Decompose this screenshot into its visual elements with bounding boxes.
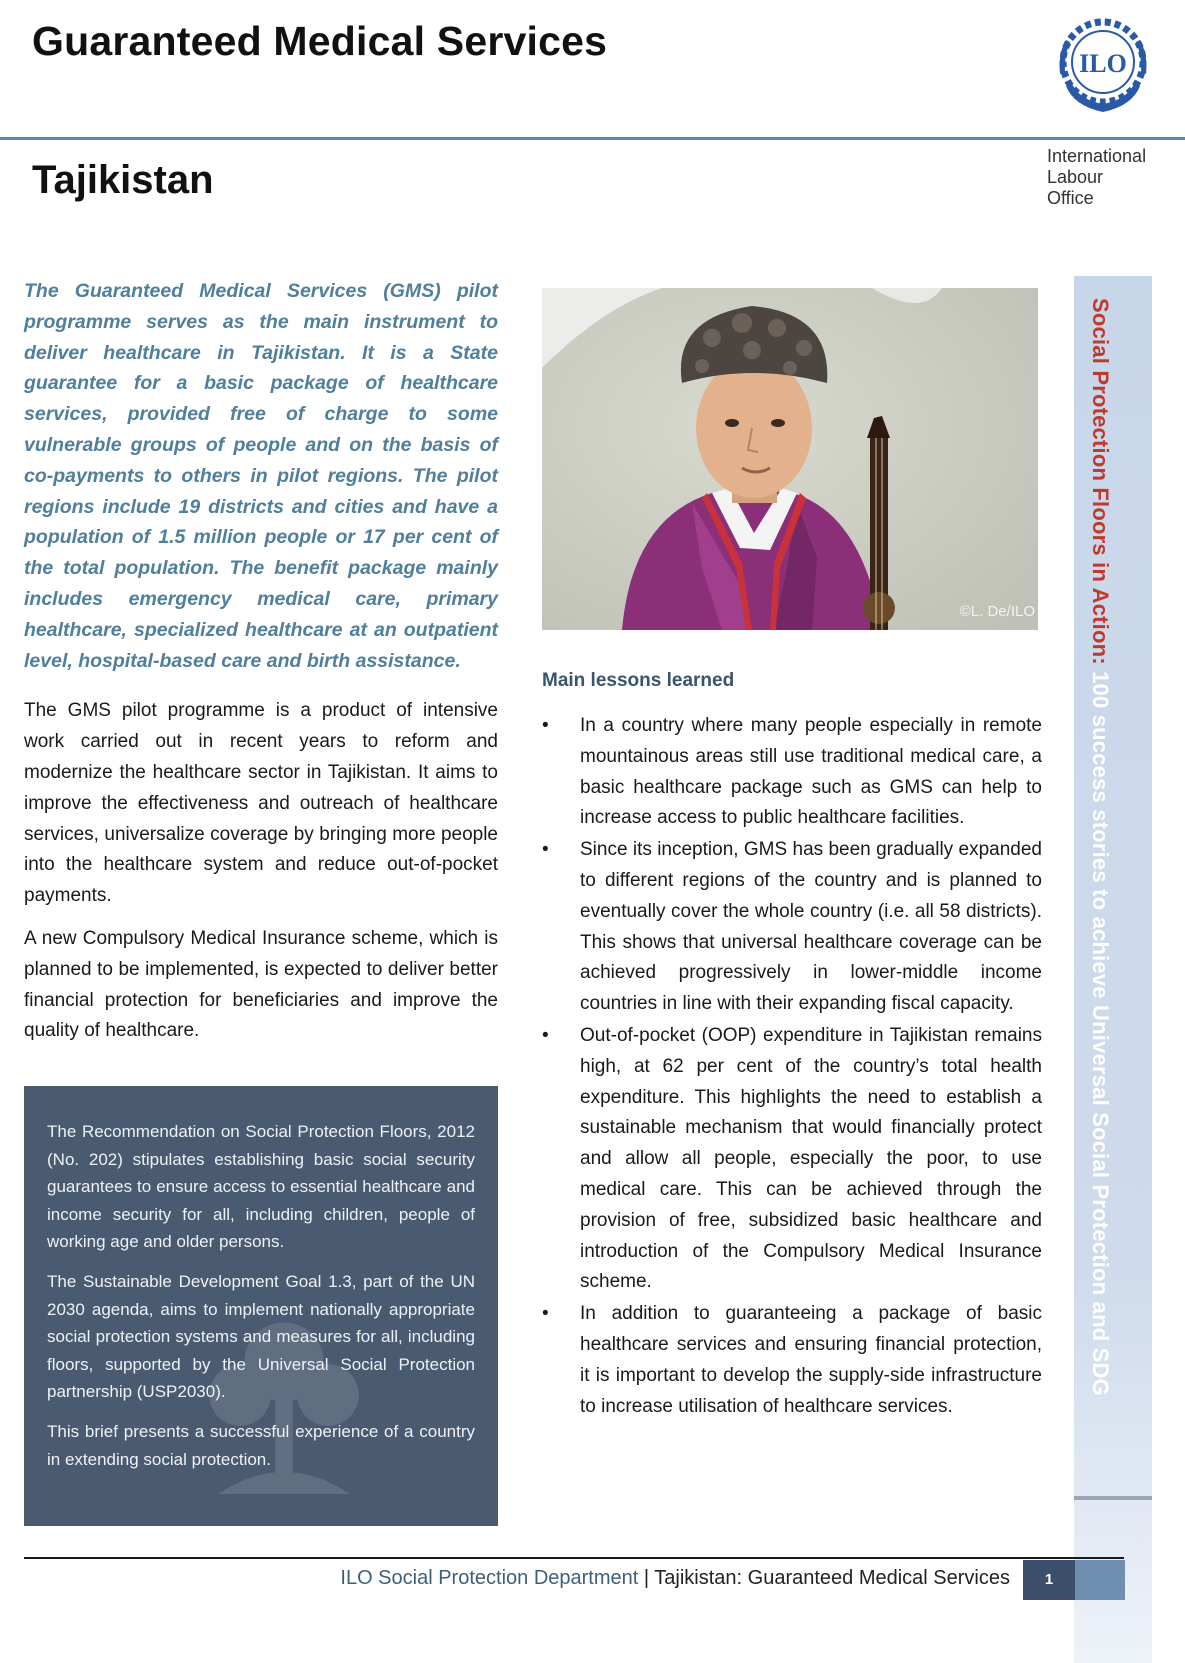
footer-separator: | [638,1567,655,1589]
info-paragraph: This brief presents a successful experience of a country in extending social protection. [47,1421,475,1469]
portrait-photo [542,288,1038,630]
lesson-text: In a country where many people especially in remote mountainous areas still use traditional medical care, a basic healthcare package such as GMS can help to increase access to public healthcare facilities. [580,715,1042,829]
recommendation-box [24,1086,498,1526]
page-tab [1075,1560,1125,1600]
series-title-accent: Social Protection Floors in Action: [1088,298,1113,665]
lesson-text: In addition to guaranteeing a package of basic healthcare services and ensuring financial protection, it is important to develop the supply-side infrastructure to increase utilisation of healthcare services. [580,1303,1042,1417]
info-paragraph: The Sustainable Development Goal 1.3, part of the UN 2030 agenda, aims to implement nationally appropriate social protection systems and measures for all, including floors, supported by the Universal Social Protection partnership (USP2030). [47,1271,475,1402]
footer-department: ILO Social Protection Department [340,1567,639,1589]
series-title [1087,298,1113,1396]
lesson-text: Since its inception, GMS has been gradually expanded to different regions of the country and is planned to eventually cover the whole country (i.e. all 58 districts). This shows that universal healthcare coverage can be achieved progressively in lower-middle income countries in line with their expanding fiscal capacity. [580,839,1042,1015]
photo-credit: ©L. De/ILO [959,603,1035,620]
intro-paragraph: The Guaranteed Medical Services (GMS) pilot programme serves as the main instrument to deliver healthcare in Tajikistan. It is a State guarantee for a basic package of healthcare services, provided free of charge to some vulnerable groups of people and on the basis of co-payments to others in pilot regions. The pilot regions include 19 districts and cities and have a population of 1.5 million people or 17 per cent of the total population. The benefit package mainly includes emergency medical care, primary healthcare, specialized healthcare at an outpatient level, hospital-based care and birth assistance. [24,280,498,672]
bullet-icon: • [542,1024,549,1046]
page-footer [200,1567,1010,1590]
bullet-icon: • [542,1303,549,1325]
list-item [542,835,1042,1020]
series-sidebar [1074,276,1152,1663]
left-column [24,276,498,1059]
footer-doc-title: Tajikistan: Guaranteed Medical Services [654,1567,1010,1589]
list-item [542,711,1042,834]
org-line: Office [1047,188,1094,208]
organization-name [1047,146,1177,209]
portrait-illustration [542,288,1038,630]
lesson-text: Out-of-pocket (OOP) expenditure in Tajikistan remains high, at 62 per cent of the country’s total health expenditure. This highlights the need to establish a sustainable mechanism that would financially protect and allow all people, especially the poor, to use medical care. This can be achieved through the provision of free, subsidized basic healthcare and introduction of the Compulsory Medical Insurance scheme. [580,1024,1042,1293]
header-divider [0,137,1185,140]
bullet-icon: • [542,715,549,736]
page-number: 1 [1023,1560,1075,1600]
footer-divider [24,1557,1124,1559]
list-item [542,1299,1042,1422]
org-line: International [1047,146,1147,166]
lessons-list [542,711,1042,1423]
body-paragraph: The GMS pilot programme is a product of intensive work carried out in recent years to reform and modernize the healthcare sector in Tajikistan. It aims to improve the effectiveness and outreach of healthcare services, universalize coverage by bringing more people into the healthcare system and reduce out-of-pocket payments. [24,700,498,907]
body-paragraph: A new Compulsory Medical Insurance scheme, which is planned to be implemented, is expected to deliver better financial protection for beneficiaries and improve the quality of healthcare. [24,927,498,1042]
lessons-heading: Main lessons learned [542,670,735,691]
info-paragraph: The Recommendation on Social Protection Floors, 2012 (No. 202) stipulates establishing basic social security guarantees to ensure access to essential healthcare and income security for all, including children, people of working age and older persons. [47,1122,475,1252]
sidebar-shadow [1074,1496,1152,1500]
document-title: Guaranteed Medical Services [32,18,608,64]
series-title-rest: 100 success stories to achieve Universal Social Protection and SDG [1088,664,1113,1396]
org-line: Labour [1047,167,1104,187]
ilo-logo [1044,14,1162,118]
list-item [542,1021,1042,1298]
country-heading: Tajikistan [32,158,214,202]
bullet-icon: • [542,839,549,861]
svg-text:ILO: ILO [1079,49,1127,78]
